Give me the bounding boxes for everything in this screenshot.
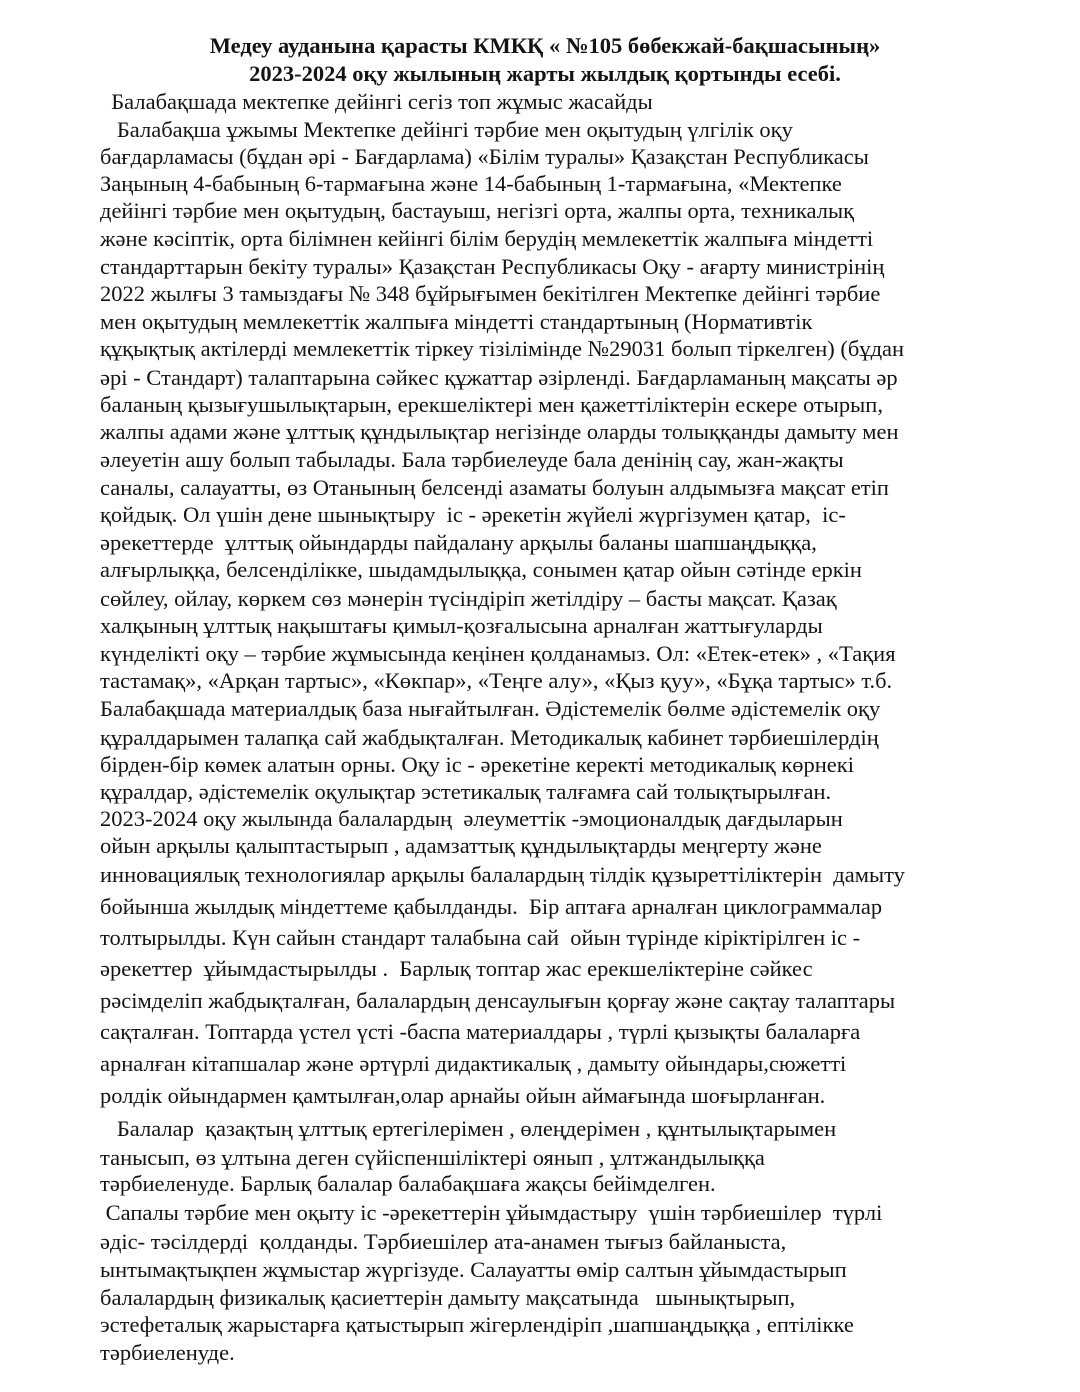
body-line: арналған кітапшалар және әртүрлі дидактикалық , дамыту ойындары,сюжетті [100, 1051, 847, 1076]
body-line: саналы, салауатты, өз Отанының белсенді азаматы болуын алдымызға мақсат етіп [100, 475, 889, 500]
body-line: құқықтық актілерді мемлекеттік тіркеу тізілімінде №29031 болып тіркелген) (бұдан [100, 336, 905, 361]
body-line: Заңының 4-бабының 6-тармағына және 14-бабының 1-тармағына, «Мектепке [100, 171, 842, 196]
body-line: дейінгі тәрбие мен оқытудың, бастауыш, негізгі орта, жалпы орта, техникалық [100, 198, 855, 223]
body-line: баланың қызығушылықтарын, ерекшеліктері мен қажеттіліктерін ескере отырып, [100, 392, 883, 417]
body-line: құралдар, әдістемелік оқулықтар эстетикалық талғамға сай толықтырылған. [100, 779, 832, 804]
body-line: бойынша жылдық міндеттеме қабылданды. Бір аптаға арналған циклограммалар [100, 894, 883, 919]
body-line: бағдарламасы (бұдан әрі - Бағдарлама) «Білім туралы» Қазақстан Республикасы [100, 144, 869, 169]
body-line: балалардың физикалық қасиеттерін дамыту мақсатында шынықтырып, [100, 1285, 796, 1310]
body-line: рәсімделіп жабдықталған, балалардың денсаулығын қорғау және сақтау талаптары [100, 988, 896, 1013]
body-line: эстефеталық жарыстарға қатыстырып жігерлендіріп ,шапшаңдыққа , ептілікке [100, 1312, 854, 1337]
body-line: Сапалы тәрбие мен оқыту іс -әрекеттерін ұйымдастыру үшін тәрбиешілер түрлі [100, 1200, 883, 1225]
body-line: ынтымақтықпен жұмыстар жүргізуде. Салауатты өмір салтын ұйымдастырып [100, 1257, 847, 1282]
body-line: алғырлыққа, белсенділікке, шыдамдылыққа, сонымен қатар ойын сәтінде еркін [100, 557, 862, 582]
document-title-line-1: Медеу ауданына қарасты КМКҚ « №105 бөбекжай-бақшасының» [209, 33, 881, 58]
body-line: 2022 жылғы 3 тамыздағы № 348 бұйрығымен бекітілген Мектепке дейінгі тәрбие [100, 281, 881, 306]
body-line: стандарттарын бекіту туралы» Қазақстан Республикасы Оқу - ағарту министрінің [100, 254, 885, 279]
body-line: әлеуетін ашу болып табылады. Бала тәрбиелеуде бала денінің сау, жан-жақты [100, 447, 844, 472]
body-line: тәрбиеленуде. Барлық балалар балабақшаға жақсы бейімделген. [100, 1171, 716, 1196]
body-line: және кәсіптік, орта білімнен кейінгі білім берудің мемлекеттік жалпыға міндетті [100, 226, 874, 251]
body-line: әрекеттерде ұлттық ойындарды пайдалану арқылы баланы шапшаңдыққа, [100, 530, 817, 555]
body-line: халқының ұлттық нақыштағы қимыл-қозғалысына арналған жаттығуларды [100, 613, 823, 638]
body-line: бірден-бір көмек алатын орны. Оқу іс - әрекетіне керекті методикалық көрнекі [100, 752, 854, 777]
body-line: құралдарымен талапқа сай жабдықталған. Методикалық кабинет тәрбиешілердің [100, 725, 879, 750]
body-line: әрекеттер ұйымдастырылды . Барлық топтар жас ерекшеліктеріне сәйкес [100, 956, 813, 981]
body-line: күнделікті оқу – тәрбие жұмысында кеңінен қолданамыз. Ол: «Етек-етек» , «Тақия [100, 641, 896, 666]
body-line: мен оқытудың мемлекеттік жалпыға міндетті стандартының (Нормативтік [100, 309, 813, 334]
body-line: Балабақша ұжымы Мектепке дейінгі тәрбие мен оқытудың үлгілік оқу [100, 117, 793, 142]
body-line: әдіс- тәсілдерді қолданды. Тәрбиешілер ата-анамен тығыз байланыста, [100, 1229, 787, 1254]
body-line: сақталған. Топтарда үстел үсті -баспа материалдары , түрлі қызықты балаларға [100, 1019, 861, 1044]
body-line: ролдік ойындармен қамтылған,олар арнайы ойын аймағында шоғырланған. [100, 1083, 826, 1108]
body-line: Балабақшада материалдық база нығайтылған. Әдістемелік бөлме әдістемелік оқу [100, 696, 881, 721]
body-line: Балабақшада мектепке дейінгі сегіз топ жұмыс жасайды [100, 89, 653, 114]
body-line: танысып, өз ұлтына деген сүйіспеншіліктері оянып , ұлтжандылыққа [100, 1145, 765, 1170]
body-line: әрі - Стандарт) талаптарына сәйкес құжаттар әзірленді. Бағдарламаның мақсаты әр [100, 365, 898, 390]
body-line: қойдық. Ол үшін дене шынықтыру іс - әрекетін жүйелі жүргізумен қатар, іс- [100, 502, 846, 527]
body-line: жалпы адами және ұлттық құндылықтар негізінде оларды толыққанды дамыту мен [100, 419, 899, 444]
body-line: инновациялық технологиялар арқылы балалардың тілдік құзыреттіліктерін дамыту [100, 862, 905, 887]
body-line: 2023-2024 оқу жылында балалардың әлеуметтік -эмоционалдық дағдыларын [100, 806, 843, 831]
body-line: тәрбиеленуде. [100, 1340, 235, 1365]
body-line: Балалар қазақтың ұлттық ертегілерімен , өлеңдерімен , құнтылықтарымен [100, 1116, 837, 1141]
body-line: ойын арқылы қалыптастырып , адамзаттық құндылықтарды меңгерту және [100, 833, 822, 858]
body-line: толтырылды. Күн сайын стандарт талабына сай ойын түрінде кіріктірілген іс - [100, 925, 861, 950]
body-line: тастамақ», «Арқан тартыс», «Көкпар», «Теңге алу», «Қыз қуу», «Бұқа тартыс» т.б. [100, 668, 893, 693]
document-title-line-2: 2023-2024 оқу жылының жарты жылдық қортынды есебі. [249, 61, 841, 86]
body-line: сөйлеу, ойлау, көркем сөз мәнерін түсіндіріп жетілдіру – басты мақсат. Қазақ [100, 586, 837, 611]
